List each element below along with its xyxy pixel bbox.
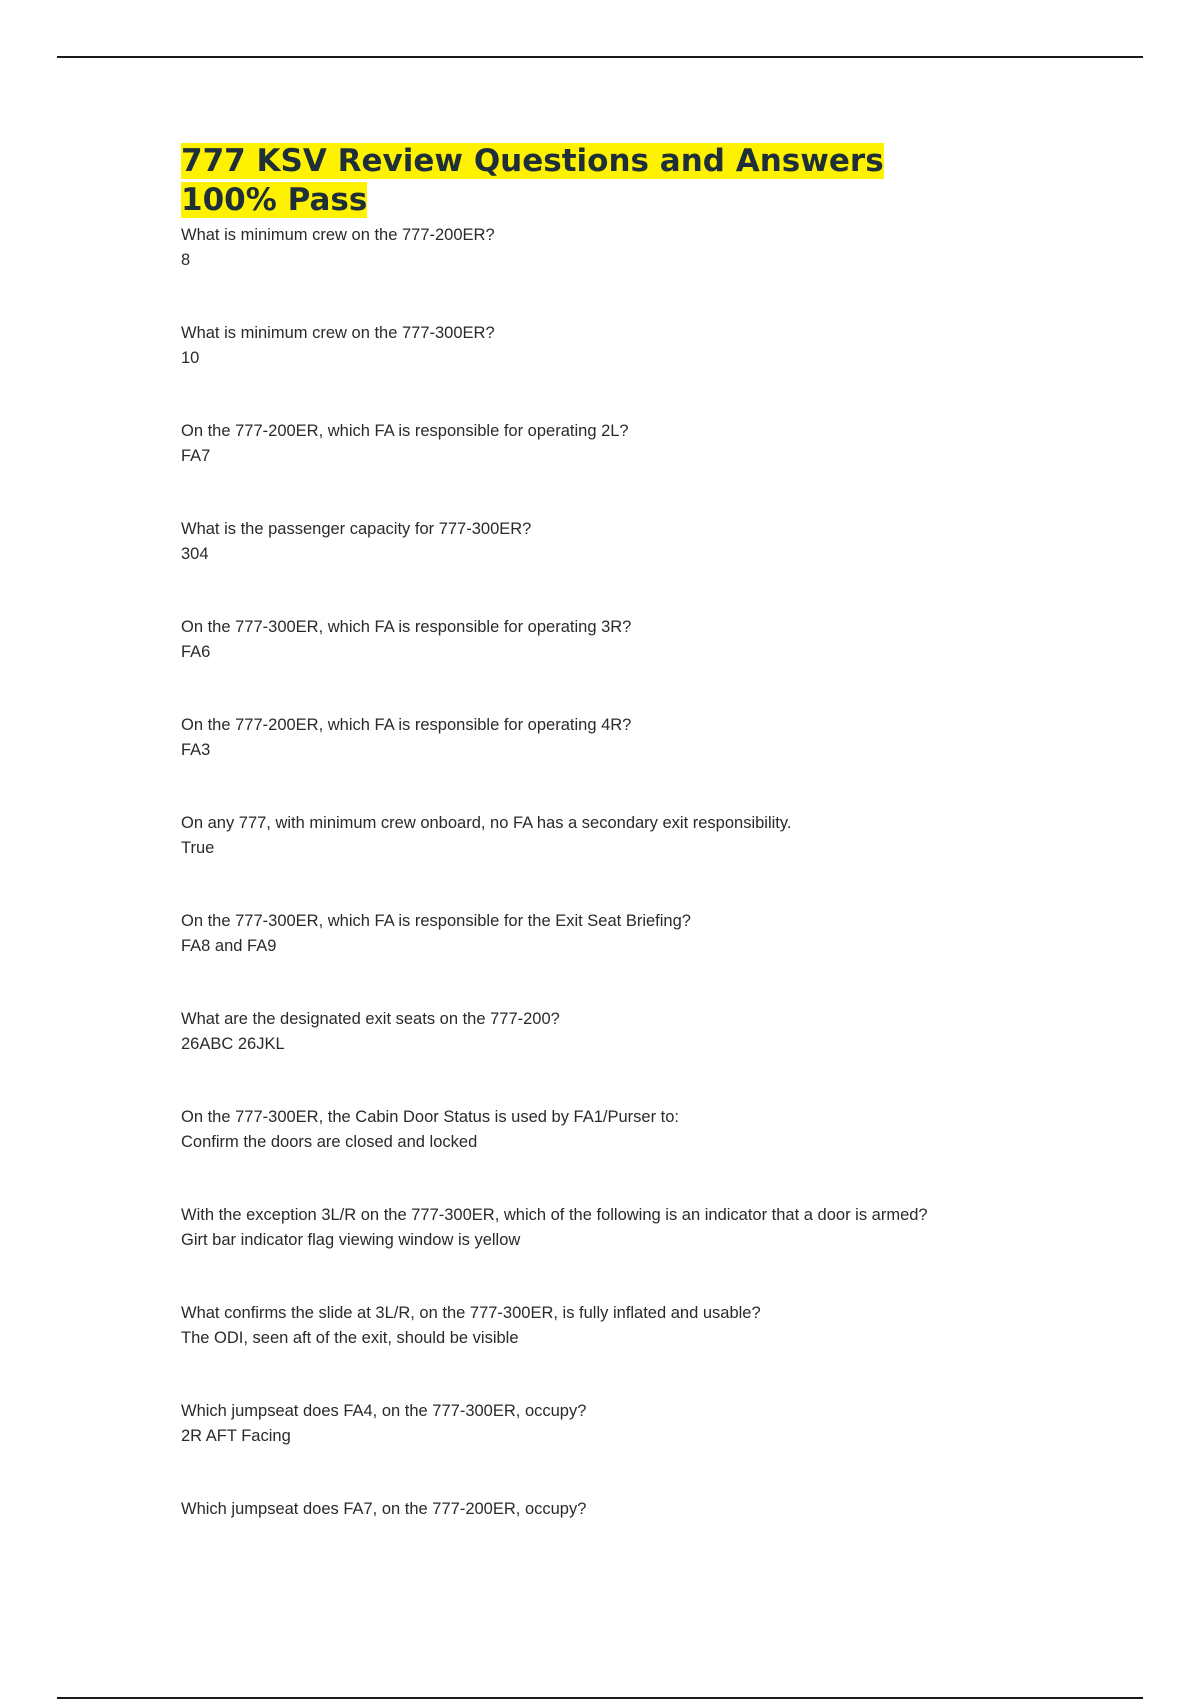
answer: Girt bar indicator flag viewing window is yellow [181, 1230, 521, 1249]
qa-item [181, 615, 981, 664]
qa-item [181, 1399, 981, 1448]
qa-item [181, 811, 981, 860]
question: What are the designated exit seats on the 777-200? [181, 1010, 560, 1028]
answer: 26ABC 26JKL [181, 1034, 285, 1053]
question: What is the passenger capacity for 777-300ER? [181, 520, 532, 538]
answer: 304 [181, 544, 209, 563]
document-title-text: 777 KSV Review Questions and Answers 100% Pass [181, 143, 884, 218]
qa-item [181, 517, 981, 566]
qa-item [181, 1497, 981, 1522]
question: On the 777-200ER, which FA is responsible for operating 2L? [181, 422, 629, 440]
qa-item [181, 713, 981, 762]
answer: True [181, 838, 215, 857]
document-title [181, 142, 981, 220]
question: What confirms the slide at 3L/R, on the 777-300ER, is fully inflated and usable? [181, 1304, 761, 1322]
answer: FA3 [181, 740, 211, 759]
question: On the 777-300ER, the Cabin Door Status is used by FA1/Purser to: [181, 1108, 680, 1126]
answer: FA7 [181, 446, 211, 465]
question: On the 777-300ER, which FA is responsible for the Exit Seat Briefing? [181, 912, 691, 930]
question: On the 777-200ER, which FA is responsible for operating 4R? [181, 716, 632, 734]
qa-item [181, 1203, 981, 1252]
question: What is minimum crew on the 777-300ER? [181, 324, 495, 342]
question: Which jumpseat does FA4, on the 777-300ER, occupy? [181, 1402, 587, 1420]
answer: 8 [181, 250, 191, 269]
question: On any 777, with minimum crew onboard, no FA has a secondary exit responsibility. [181, 814, 792, 832]
qa-item [181, 909, 981, 958]
answer: 10 [181, 348, 200, 367]
question: What is minimum crew on the 777-200ER? [181, 226, 495, 244]
qa-item [181, 1105, 981, 1154]
question: Which jumpseat does FA7, on the 777-200ER, occupy? [181, 1500, 587, 1518]
header-rule [57, 56, 1143, 58]
qa-item [181, 321, 981, 370]
answer: FA8 and FA9 [181, 936, 277, 955]
qa-item [181, 223, 981, 272]
question: On the 777-300ER, which FA is responsible for operating 3R? [181, 618, 632, 636]
document-body [181, 142, 981, 1522]
answer: FA6 [181, 642, 211, 661]
footer-rule [57, 1697, 1143, 1699]
qa-item [181, 1301, 981, 1350]
qa-item [181, 1007, 981, 1056]
answer: Confirm the doors are closed and locked [181, 1132, 478, 1151]
answer: 2R AFT Facing [181, 1426, 291, 1445]
question: With the exception 3L/R on the 777-300ER, which of the following is an indicator that a door is armed? [181, 1206, 928, 1224]
answer: The ODI, seen aft of the exit, should be visible [181, 1328, 519, 1347]
qa-item [181, 419, 981, 468]
